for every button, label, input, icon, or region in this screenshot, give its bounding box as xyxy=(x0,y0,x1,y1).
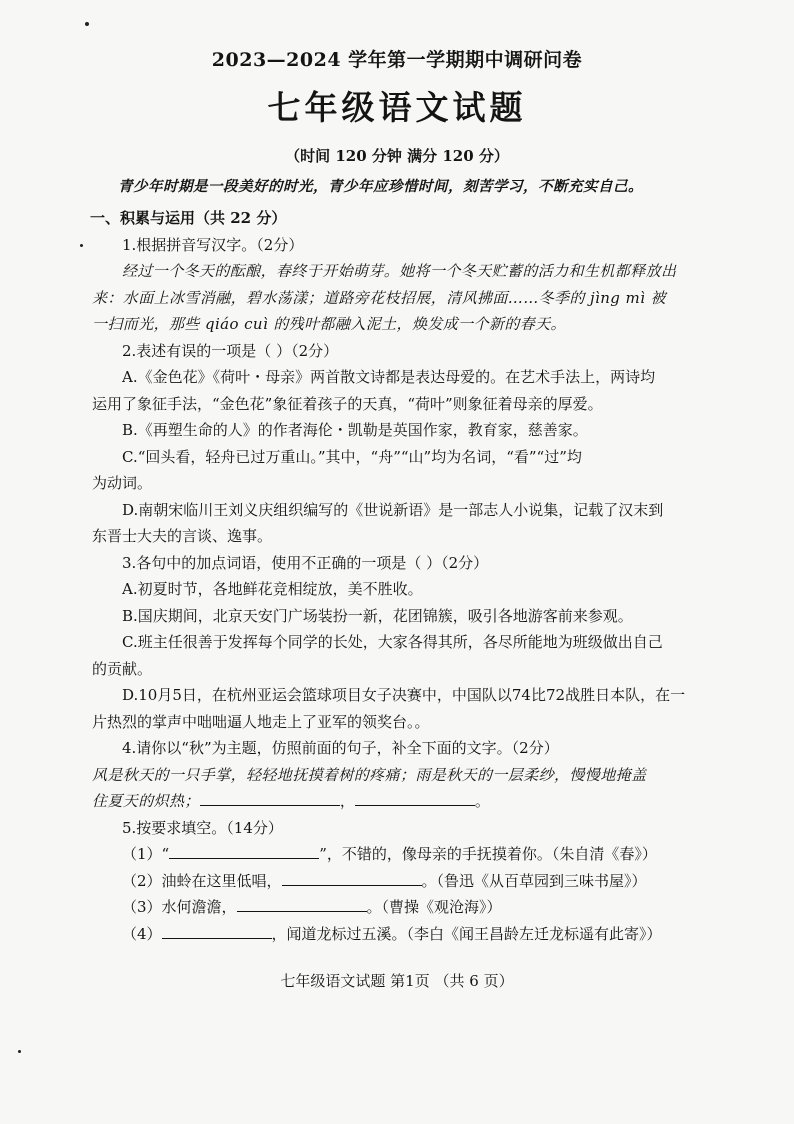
q5-item-suffix: 。（曹操《观沧海》） xyxy=(366,898,502,916)
q3-option-b: B.国庆期间，北京天安门广场装扮一新，花团锦簇，吸引各地游客前来参观。 xyxy=(122,606,633,625)
q5-item-prefix: （3）水何澹澹， xyxy=(122,898,237,916)
q3-option-d-cont: 片热烈的掌声中咄咄逼人地走上了亚军的领奖台。。 xyxy=(92,712,430,731)
q3-option-a: A.初夏时节，各地鲜花竞相绽放，美不胜收。 xyxy=(122,580,423,598)
q4-answer-line xyxy=(92,788,712,815)
q5-item-3 xyxy=(92,894,712,921)
answer-blank[interactable] xyxy=(162,923,272,939)
q3-option-c-cont: 的贡献。 xyxy=(92,659,153,678)
q2-option-c-cont: 为动词。 xyxy=(92,474,153,492)
time-info: （时间 120 分钟 满分 120 分） xyxy=(285,147,509,165)
scan-dot xyxy=(80,244,83,247)
q4-separator: ， xyxy=(339,792,355,810)
answer-blank[interactable] xyxy=(169,843,319,859)
q4-passage-prefix: 住夏天的炽热； xyxy=(92,792,200,810)
q2-option-c: C.“回头看，轻舟已过万重山。”其中，“舟”“山”均为名词，“看”“过”均 xyxy=(122,447,582,466)
q4-end: 。 xyxy=(474,792,490,810)
q1-passage-line: 来：水面上冰雪消融，碧水荡漾；道路旁花枝招展，清风拂面……冬季的 jìng mì 被 xyxy=(92,288,666,307)
q2-option-b: B.《再塑生命的人》的作者海伦・凯勒是英国作家，教育家，慈善家。 xyxy=(122,421,588,439)
q5-item-prefix: （1）“ xyxy=(122,845,170,863)
scan-dot xyxy=(85,22,89,26)
answer-blank[interactable] xyxy=(355,790,475,806)
subject-title: 七年级语文试题 xyxy=(267,88,527,127)
q3-option-c: C.班主任很善于发挥每个同学的长处，大家各得其所，各尽所能地为班级做出自己 xyxy=(122,633,663,651)
q5-item-suffix: 。（鲁迅《从百草园到三味书屋》） xyxy=(421,871,647,890)
q5-item-1 xyxy=(92,841,712,868)
q5-item-suffix: ”，不错的，像母亲的手抚摸着你。（朱自清《春》） xyxy=(319,845,657,863)
question-content xyxy=(92,205,712,947)
q5-item-4 xyxy=(92,921,712,948)
q5-item-prefix: （2）油蛉在这里低唱， xyxy=(122,871,282,890)
q2-option-d: D.南朝宋临川王刘义庆组织编写的《世说新语》是一部志人小说集，记载了汉末到 xyxy=(122,500,664,519)
q2-option-a-cont: 运用了象征手法，“金色花”象征着孩子的天真，“荷叶”则象征着母亲的厚爱。 xyxy=(92,394,603,413)
answer-blank[interactable] xyxy=(200,790,340,806)
q5-item-suffix: ，闻道龙标过五溪。（李白《闻王昌龄左迁龙标遥有此寄》） xyxy=(271,924,662,943)
question-3-stem: 3.各句中的加点词语，使用不正确的一项是（ ）（2分） xyxy=(122,553,489,572)
q1-passage-line: 经过一个冬天的酝酿，春终于开始萌芽。她将一个冬天贮蓄的活力和生机都释放出 xyxy=(122,262,677,280)
question-5-stem: 5.按要求填空。（14分） xyxy=(122,818,283,837)
answer-blank[interactable] xyxy=(282,870,422,886)
q1-passage-line: 一扫而光，那些 qiáo cuì 的残叶都融入泥土，焕发成一个新的春天。 xyxy=(92,315,566,333)
question-4-stem: 4.请你以“秋”为主题，仿照前面的句子，补全下面的文字。（2分） xyxy=(122,739,559,757)
motto: 青少年时期是一段美好的时光，青少年应珍惜时间，刻苦学习，不断充实自己。 xyxy=(118,178,643,195)
scan-dot xyxy=(18,1050,21,1053)
exam-title: 2023—2024 学年第一学期期中调研问卷 xyxy=(211,49,583,71)
q4-passage-line: 风是秋天的一只手掌，轻轻地抚摸着树的疼痛；雨是秋天的一层柔纱，慢慢地掩盖 xyxy=(92,765,647,784)
q5-item-2 xyxy=(92,868,712,895)
section-heading: 一、积累与运用（共 22 分） xyxy=(90,209,287,227)
page-footer: 七年级语文试题 第1页 （共 6 页） xyxy=(280,972,514,990)
q5-item-prefix: （4） xyxy=(122,924,162,943)
answer-blank[interactable] xyxy=(237,896,367,912)
q2-option-d-cont: 东晋士大夫的言谈、逸事。 xyxy=(92,527,273,545)
question-2-stem: 2.表述有误的一项是（ ）（2分） xyxy=(122,341,339,360)
q2-option-a: A.《金色花》《荷叶・母亲》两首散文诗都是表达母爱的。在艺术手法上，两诗均 xyxy=(122,368,656,386)
q3-option-d: D.10月5日，在杭州亚运会篮球项目女子决赛中，中国队以74比72战胜日本队，在一 xyxy=(122,686,686,704)
question-1-stem: 1.根据拼音写汉字。（2分） xyxy=(122,235,304,254)
